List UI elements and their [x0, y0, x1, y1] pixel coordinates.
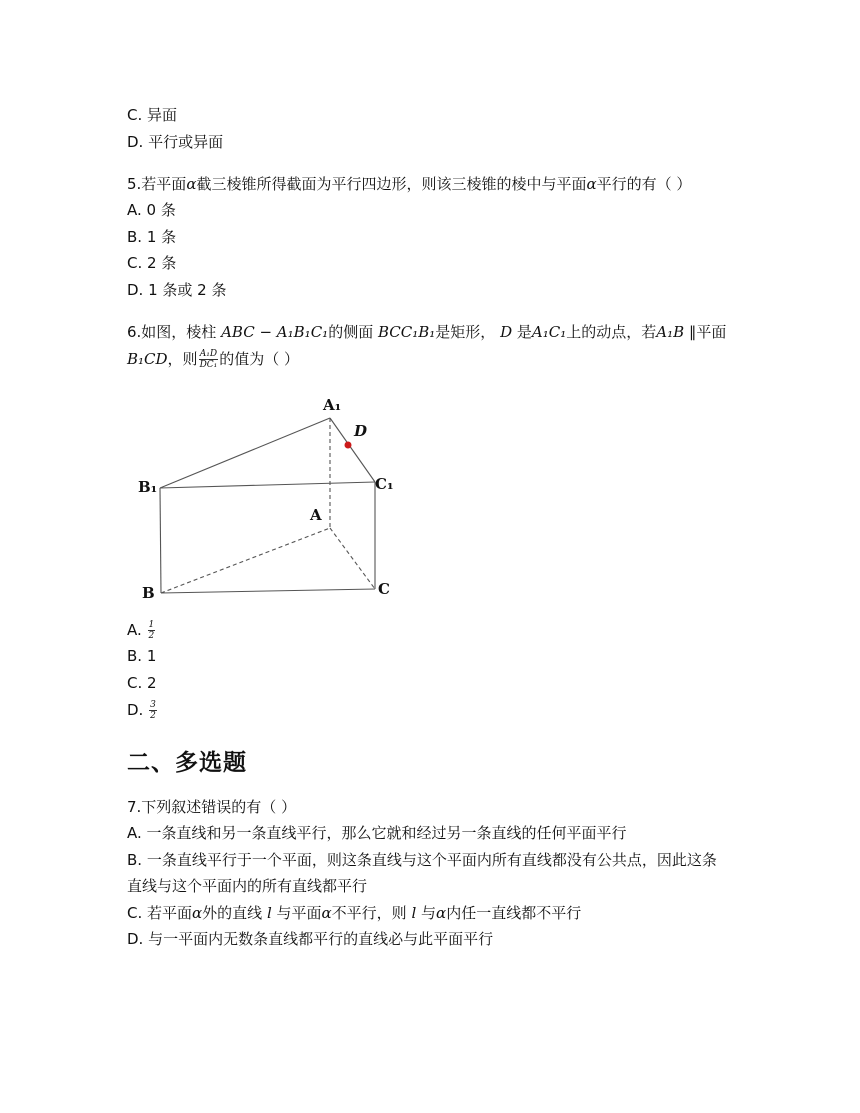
section-title: 二、多选题 [127, 750, 247, 776]
q6-stem-part: 的侧面 [328, 323, 378, 341]
label-a: A [310, 506, 322, 524]
option-fraction [149, 700, 157, 721]
fraction-numerator: 1 [148, 620, 155, 630]
q4-option-c: C. 异面 [127, 106, 178, 124]
q6-option-b: B. 1 [127, 647, 157, 665]
q6-stem-part: ，则 [167, 350, 198, 368]
q7-c-part: 与平面 [271, 904, 322, 922]
option-fraction [148, 620, 156, 641]
alpha-symbol: α [586, 175, 597, 193]
edge-a1-c1 [330, 418, 375, 482]
label-c1: C₁ [375, 475, 394, 493]
fraction-denominator: 2 [148, 631, 155, 641]
alpha-symbol: α [192, 904, 203, 922]
q7-option-d: D. 与一平面内无数条直线都平行的直线必与此平面平行 [127, 930, 494, 948]
q5-option-a: A. 0 条 [127, 201, 176, 219]
q5-stem-part: 截三棱锥所得截面为平行四边形，则该三棱锥的棱中与平面 [196, 175, 587, 193]
prism-expression: ABC − A₁B₁C₁ [221, 323, 329, 341]
q6-stem-line2 [127, 349, 299, 370]
label-b: B [142, 584, 155, 602]
q5-option-b: B. 1 条 [127, 228, 177, 246]
q6-stem-part: 6.如图，棱柱 [127, 323, 222, 341]
q6-stem-part: 的值为（ ） [219, 350, 300, 368]
label-b1: B₁ [138, 478, 158, 496]
segment-expression: A₁C₁ [531, 323, 567, 341]
prism-figure [130, 390, 410, 610]
q4-option-d: D. 平行或异面 [127, 133, 224, 151]
q6-stem-part: 是 [512, 323, 532, 341]
q6-option-c: C. 2 [127, 674, 157, 692]
line-expression: A₁B [656, 323, 685, 341]
q7-c-part: 内任一直线都不平行 [446, 904, 582, 922]
label-c: C [378, 580, 390, 598]
q7-c-part: 外的直线 [202, 904, 267, 922]
edge-b1-c1 [160, 482, 375, 488]
fraction-denominator: DC₁ [199, 360, 218, 370]
face-expression: BCC₁B₁ [377, 323, 436, 341]
q7-c-part: 不平行，则 [331, 904, 412, 922]
edge-b1-a1 [160, 418, 330, 488]
q5-option-c: C. 2 条 [127, 254, 177, 272]
alpha-symbol: α [186, 175, 197, 193]
label-d: D [354, 422, 368, 440]
edge-b1-b [160, 488, 161, 593]
q7-option-b-line2: 直线与这个平面内的所有直线都平行 [127, 877, 368, 895]
point-d-marker [345, 442, 352, 449]
q5-option-d: D. 1 条或 2 条 [127, 281, 227, 299]
line-l: l [266, 904, 272, 922]
q7-option-a: A. 一条直线和另一条直线平行，那么它就和经过另一条直线的任何平面平行 [127, 824, 627, 842]
q5-stem-part: 5.若平面 [127, 175, 187, 193]
q7-stem: 7.下列叙述错误的有（ ） [127, 798, 297, 816]
point-d: D [500, 323, 513, 341]
fraction-numerator: A₁D [199, 349, 218, 359]
ratio-fraction [199, 349, 219, 370]
option-prefix: A. [127, 621, 147, 639]
q6-stem-part: 是矩形， [435, 323, 501, 341]
q6-stem-part: ∥平面 [684, 323, 727, 341]
fraction-denominator: 2 [150, 711, 156, 721]
alpha-symbol: α [436, 904, 447, 922]
edge-b-c [161, 589, 375, 593]
q7-option-b-line1: B. 一条直线平行于一个平面，则这条直线与这个平面内所有直线都没有公共点，因此这条 [127, 851, 717, 869]
hidden-edge-a-c [330, 528, 375, 589]
fraction-numerator: 3 [150, 700, 156, 710]
q5-stem [127, 174, 691, 194]
q7-option-c [127, 903, 581, 923]
q6-stem-part: 上的动点，若 [566, 323, 657, 341]
plane-expression: B₁CD [127, 350, 168, 368]
q5-stem-part: 平行的有（ ） [596, 175, 692, 193]
q6-stem-line1 [127, 322, 726, 342]
hidden-edge-b-a [161, 528, 330, 593]
q6-option-d [127, 700, 158, 721]
q7-c-part: C. 若平面 [127, 904, 193, 922]
line-l: l [411, 904, 417, 922]
q7-c-part: 与 [416, 904, 437, 922]
alpha-symbol: α [321, 904, 332, 922]
label-a1: A₁ [323, 396, 342, 414]
option-prefix: D. [127, 701, 149, 719]
q6-option-a [127, 620, 156, 641]
